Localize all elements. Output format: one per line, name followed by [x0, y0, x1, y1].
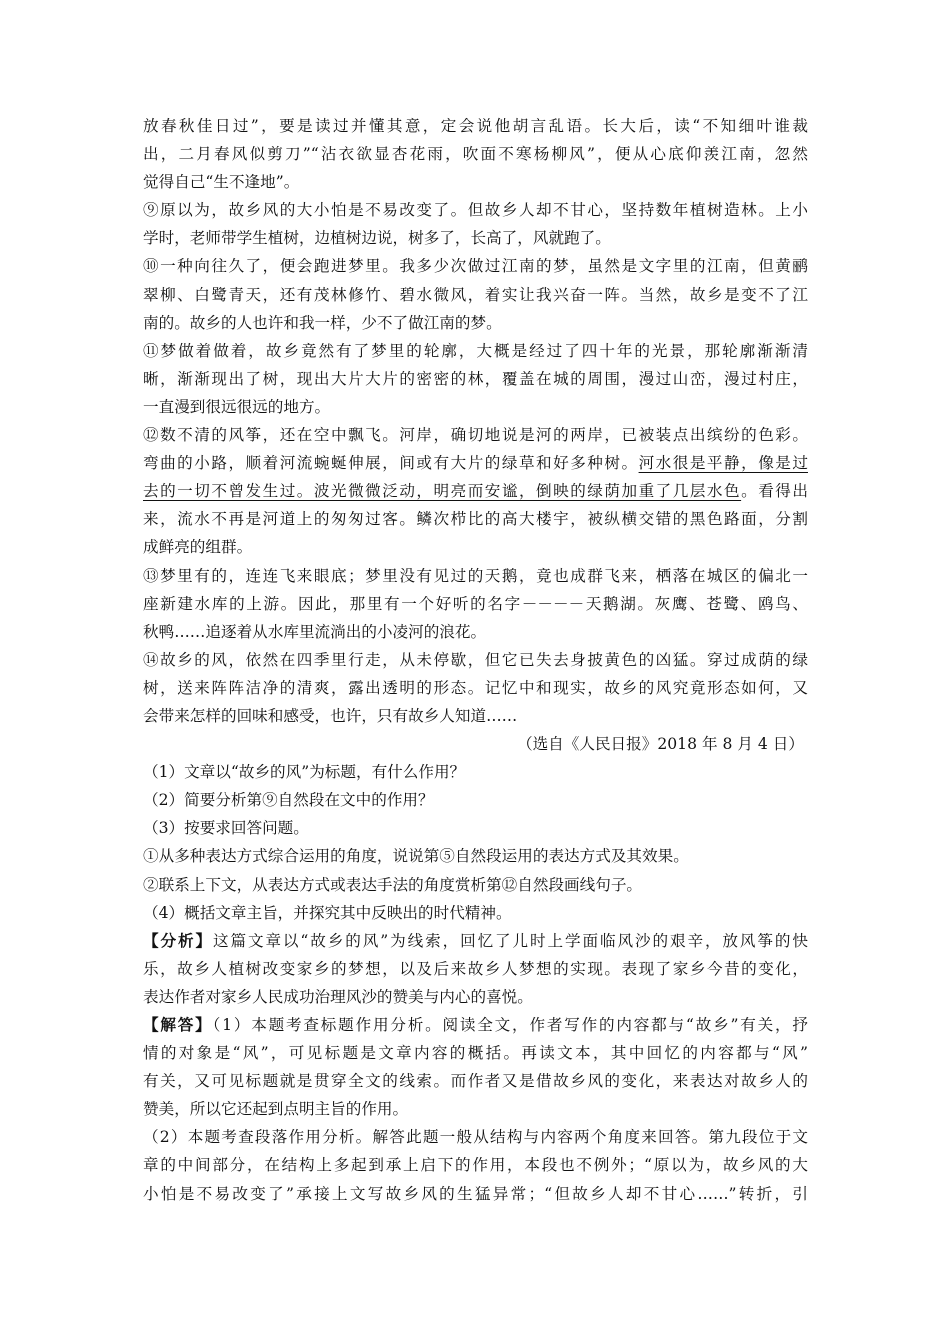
text-segment: （1）文章以“故乡的风”为标题，有什么作用？	[143, 763, 466, 782]
text-segment: 赞美，所以它还起到点明主旨的作用。	[143, 1100, 409, 1119]
text-line	[143, 899, 808, 927]
text-line	[143, 814, 808, 842]
text-line	[143, 140, 808, 168]
text-segment: 小怕是不易改变了”承接上文写故乡风的生猛异常；“但故乡人却不甘心……”转折，引	[143, 1184, 808, 1203]
text-segment: 觉得自己“生不逢地”。	[143, 173, 300, 192]
text-segment: ⑫数不清的风筝，还在空中飘飞。河岸，确切地说是河的两岸，已被装点出缤纷的色彩。	[143, 426, 808, 445]
text-segment: 会带来怎样的回味和感受，也许，只有故乡人知道……	[143, 706, 518, 725]
text-line	[143, 758, 808, 786]
text-segment: （4）概括文章主旨，并探究其中反映出的时代精神。	[143, 903, 512, 922]
text-line	[143, 786, 808, 814]
underlined-sentence: 河水很是平静，像是过	[638, 454, 808, 473]
text-line	[143, 955, 808, 983]
text-line	[143, 365, 808, 393]
text-segment: （1）本题考查标题作用分析。阅读全文，作者写作的内容都与“故乡”有关，抒	[212, 1016, 808, 1034]
text-segment: ①从多种表达方式综合运用的角度，说说第⑤自然段运用的表达方式及其效果。	[143, 847, 689, 866]
text-line	[143, 505, 808, 533]
text-line	[143, 1123, 808, 1151]
text-segment: 成鲜亮的组群。	[143, 538, 253, 557]
text-line	[143, 281, 808, 309]
text-line	[143, 674, 808, 702]
text-line	[143, 590, 808, 618]
text-segment: 座新建水库的上游。因此，那里有一个好听的名字－－－－天鹅湖。灰鹰、苍鹭、鸥鸟、	[143, 594, 808, 613]
text-segment: 有关，又可见标题就是贯穿全文的线索。而作者又是借故乡风的变化，来表达对故乡人的	[143, 1072, 808, 1091]
text-line	[143, 224, 808, 252]
text-segment: 秋鸭……追逐着从水库里流淌出的小凌河的浪花。	[143, 622, 487, 641]
text-line	[143, 646, 808, 674]
text-line	[143, 562, 808, 590]
text-segment: 弯曲的小路，顺着河流蜿蜒伸展，间或有大片的绿草和好多种树。	[143, 454, 639, 473]
text-line	[143, 533, 808, 561]
text-segment: 学时，老师带学生植树，边植树边说，树多了，长高了，风就跑了。	[143, 229, 611, 248]
text-line	[143, 1095, 808, 1123]
text-segment: （选自《人民日报》2018 年 8 月 4 日）	[516, 735, 804, 754]
text-segment: 章的中间部分，在结构上多起到承上启下的作用，本段也不例外；“原以为，故乡风的大	[143, 1156, 808, 1175]
text-line	[143, 1180, 808, 1208]
text-segment: 情的对象是“风”，可见标题是文章内容的概括。再读文本，其中回忆的内容都与“风”	[143, 1044, 808, 1063]
text-segment: 树，送来阵阵洁净的清爽，露出透明的形态。记忆中和现实，故乡的风究竟形态如何，又	[143, 678, 808, 697]
text-segment: （2）简要分析第⑨自然段在文中的作用？	[143, 791, 434, 810]
article-body	[143, 112, 808, 1208]
source-citation	[143, 730, 808, 758]
underlined-sentence: 去的一切不曾发生过。波光微微泛动，明亮而安谧，倒映的绿荫加重了几层水色	[143, 482, 742, 501]
text-segment: （2）本题考查段落作用分析。解答此题一般从结构与内容两个角度来回答。第九段位于文	[143, 1128, 808, 1147]
text-line	[143, 1067, 808, 1095]
text-segment: 放春秋佳日过”，要是读过并懂其意，定会说他胡言乱语。长大后，读“不知细叶谁裁	[143, 117, 808, 135]
text-segment: 。看得出	[741, 482, 808, 501]
text-line	[143, 477, 808, 505]
text-segment: 翠柳、白鹭青天，还有茂林修竹、碧水微风，着实让我兴奋一阵。当然，故乡是变不了江	[143, 285, 808, 304]
text-line	[143, 983, 808, 1011]
text-segment: 这篇文章以“故乡的风”为线索，回忆了儿时上学面临风沙的艰辛，放风筝的快	[212, 931, 808, 950]
text-segment: 出，二月春风似剪刀”“沾衣欲显杏花雨，吹面不寒杨柳风”，便从心底仰羡江南，忽然	[143, 145, 808, 164]
text-segment: 一直漫到很远很远的地方。	[143, 397, 331, 416]
text-line	[143, 1011, 808, 1039]
text-line	[143, 449, 808, 477]
text-line	[143, 309, 808, 337]
text-segment: ②联系上下文，从表达方式或表达手法的角度赏析第⑫自然段画线句子。	[143, 875, 643, 894]
text-segment: 晰，渐渐现出了树，现出大片大片的密密的林，覆盖在城的周围，漫过山峦，漫过村庄，	[143, 369, 808, 388]
text-line	[143, 871, 808, 899]
section-label: 【解答】	[143, 1015, 213, 1034]
text-line	[143, 702, 808, 730]
text-line	[143, 168, 808, 196]
text-line	[143, 927, 808, 955]
text-segment: 乐，故乡人植树改变家乡的梦想，以及后来故乡人梦想的实现。表现了家乡今昔的变化，	[143, 959, 808, 978]
section-label: 【分析】	[143, 930, 213, 950]
text-line	[143, 1039, 808, 1067]
text-segment: ⑪梦做着做着，故乡竟然有了梦里的轮廓，大概是经过了四十年的光景，那轮廓渐渐清	[143, 341, 808, 360]
text-segment: 表达作者对家乡人民成功治理风沙的赞美与内心的喜悦。	[143, 987, 533, 1006]
text-line	[143, 196, 808, 224]
text-line	[143, 1151, 808, 1179]
text-segment: （3）按要求回答问题。	[143, 819, 309, 838]
text-line	[143, 618, 808, 646]
text-line	[143, 252, 808, 280]
text-line	[143, 842, 808, 870]
text-segment: ⑩一种向往久了，便会跑进梦里。我多少次做过江南的梦，虽然是文字里的江南，但黄鹂	[143, 257, 808, 276]
text-segment: ⑭故乡的风，依然在四季里行走，从未停歇，但它已失去身披黄色的凶猛。穿过成荫的绿	[143, 650, 808, 669]
text-segment: ⑨原以为，故乡风的大小怕是不易改变了。但故乡人却不甘心，坚持数年植树造林。上小	[143, 201, 808, 220]
text-segment: 来，流水不再是河道上的匆匆过客。鳞次栉比的高大楼宇，被纵横交错的黑色路面，分割	[143, 510, 808, 529]
text-line	[143, 421, 808, 449]
text-line	[143, 337, 808, 365]
text-line	[143, 112, 808, 140]
text-segment: ⑬梦里有的，连连飞来眼底；梦里没有见过的天鹅，竟也成群飞来，栖落在城区的偏北一	[143, 566, 808, 585]
text-segment: 南的。故乡的人也许和我一样，少不了做江南的梦。	[143, 313, 502, 332]
text-line	[143, 393, 808, 421]
